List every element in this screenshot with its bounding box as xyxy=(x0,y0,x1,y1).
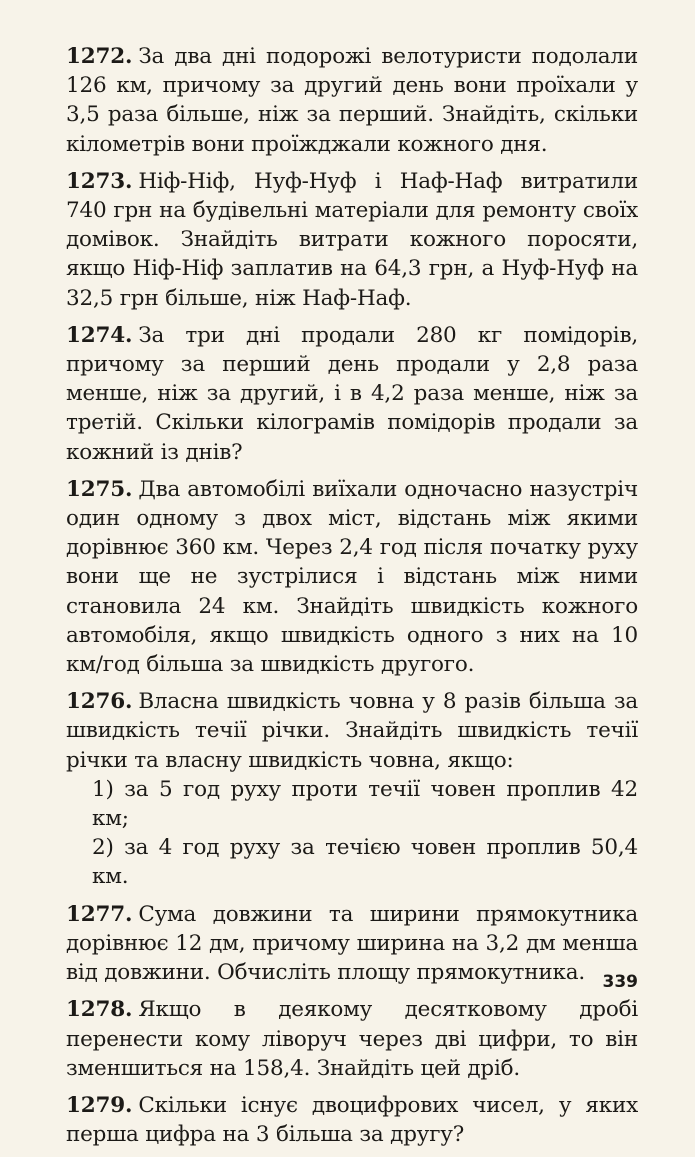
page-number: 339 xyxy=(602,972,638,992)
problem-1278 xyxy=(66,995,638,1083)
problem-text: Сума довжини та ширини прямокутника дорівнює 12 дм, причому ширина на 3,2 дм менша від довжини. Обчисліть площу прямокутника. xyxy=(66,901,638,986)
problem-1273 xyxy=(66,167,638,313)
problem-1274 xyxy=(66,321,638,467)
sub-item-1: 1) за 5 год руху проти течії човен проплив 42 км; xyxy=(92,776,638,832)
problem-1279 xyxy=(66,1091,638,1149)
problem-number: 1273. xyxy=(66,168,133,194)
problem-1272 xyxy=(66,42,638,159)
problem-list xyxy=(66,42,638,1157)
problem-1277 xyxy=(66,900,638,988)
problem-number: 1275. xyxy=(66,476,133,502)
problem-text: Два автомобілі виїхали одночасно назустріч один одному з двох міст, відстань між якими дорівнює 360 км. Через 2,4 год після початку руху вони ще не зустрілися і відстань між ними становила 24 км. Знайдіть швидкість кожного автомобіля, якщо швидкість одного з них на 10 км/год більша за швидкість другого. xyxy=(66,476,638,678)
problem-number: 1277. xyxy=(66,901,133,927)
problem-text: За два дні подорожі велотуристи подолали 126 км, причому за другий день вони проїхали у 3,5 раза більше, ніж за перший. Знайдіть, скільки кілометрів вони проїжджали кожного дня. xyxy=(66,44,638,157)
problem-number: 1272. xyxy=(66,44,133,69)
problem-number: 1276. xyxy=(66,689,133,715)
sub-item-2: 2) за 4 год руху за течією човен проплив 50,4 км. xyxy=(92,835,638,890)
problem-text: Ніф-Ніф, Нуф-Нуф і Наф-Наф витратили 740 грн на будівельні матеріали для ремонту своїх домівок. Знайдіть витрати кожного поросяти, якщо Ніф-Ніф заплатив на 64,3 грн, а Нуф-Нуф на 32,5 грн більше, ніж Наф-Наф. xyxy=(66,168,638,311)
problem-text: За три дні продали 280 кг помідорів, причому за перший день продали у 2,8 раза менше, ніж за другий, і в 4,2 раза менше, ніж за третій. Скільки кілограмів помідорів продали за кожний із днів? xyxy=(66,322,638,465)
problem-number: 1274. xyxy=(66,322,133,348)
problem-text: Якщо в деякому десятковому дробі перенести кому ліворуч через дві цифри, то він зменшиться на 158,4. Знайдіть цей дріб. xyxy=(66,997,638,1081)
problem-text: Власна швидкість човна у 8 разів більша за швидкість течії річки. Знайдіть швидкість течії річки та власну швидкість човна, якщо: xyxy=(66,689,638,773)
problem-number: 1278. xyxy=(66,997,133,1023)
problem-number: 1279. xyxy=(66,1092,133,1118)
problem-1276 xyxy=(66,687,638,891)
problem-text: Скільки існує двоцифрових чисел, у яких перша цифра на 3 більша за другу? xyxy=(66,1092,638,1148)
problem-1275 xyxy=(66,475,638,679)
